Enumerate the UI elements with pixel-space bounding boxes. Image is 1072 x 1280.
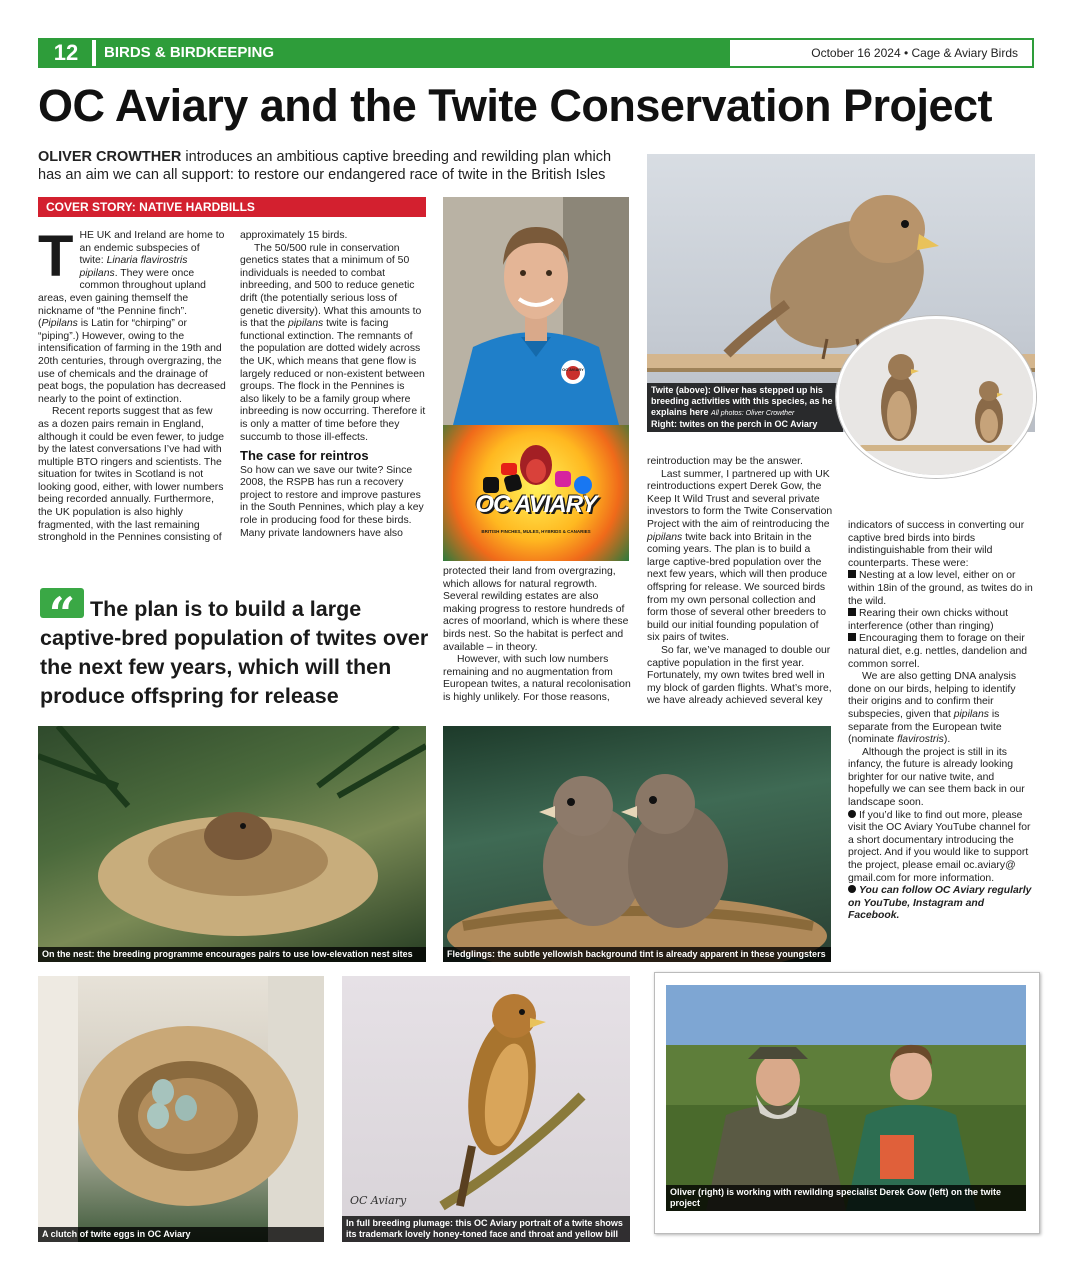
square-bullet-icon [848, 633, 856, 641]
eggs-illustration [38, 976, 324, 1242]
body-text: is separate from the European twite (nominate [848, 708, 1002, 746]
species-name: Linaria flavirostris pipilans [79, 255, 188, 279]
fledglings-illustration [443, 726, 831, 962]
body-paragraph: approximately 15 birds. [240, 230, 348, 241]
body-column-3 [443, 566, 631, 705]
species-name: Pipilans [41, 318, 78, 330]
pull-quote-text: The plan is to build a large captive-bred population of twites over the next few years, which will then produce offspring for release [40, 597, 429, 708]
info-paragraph [848, 810, 1036, 886]
nest-illustration [38, 726, 426, 962]
body-column-1 [38, 224, 226, 545]
follow-text: You can follow OC Aviary regularly on YouTube, Instagram and Facebook. [848, 885, 1032, 922]
square-bullet-icon [848, 570, 856, 578]
body-paragraph: Recent reports suggest that as few as a dozen pairs remain in England, although it could be even fewer, to judge by the latest conversations I’ve had with multiple BTO ringers and scientists. The situation for twites in Scotland is not looking good, either, with lower numbers being recorded annually. Furthermore, the UK population is also highly fragmented, with the last remaining stronghold in the Pennines consisting of [38, 406, 225, 544]
caption-text: Twite (above): Oliver has stepped up his breeding activities with this species, as he explains here [651, 385, 833, 417]
quote-icon: “ [40, 588, 84, 618]
issue-date: October 16 2024 • Cage & Aviary Birds [811, 46, 1018, 60]
body-paragraph: reintroduction may be the answer. [647, 456, 803, 467]
caption-text: Right: twites on the perch in OC Aviary [651, 419, 818, 429]
bullet-text: Nesting at a low level, either on or within 18in of the ground, as twites do in the wild. [848, 570, 1033, 607]
logo-text: OC AVIARY [475, 491, 597, 518]
body-paragraph: indicators of success in converting our captive bred birds into birds indistinguishable from their wild counterparts. These were: [848, 520, 1025, 569]
body-paragraph [647, 469, 833, 645]
body-column-2 [240, 230, 426, 540]
cover-story-tag: COVER STORY: NATIVE HARDBILLS [38, 197, 426, 217]
body-text: HE UK and Ireland are home to an endemic subspecies of twite: [79, 230, 225, 267]
fledglings-photo [443, 726, 831, 962]
drop-cap: T [38, 224, 74, 289]
species-name: pipilans [647, 531, 683, 543]
pull-quote [40, 588, 430, 711]
species-name: flavirostris [897, 734, 944, 746]
species-name: pipilans [953, 708, 989, 720]
section-title: BIRDS & BIRDKEEPING [96, 40, 730, 66]
page-header [38, 38, 1034, 68]
team-photo-frame [654, 972, 1040, 1234]
eggs-caption: A clutch of twite eggs in OC Aviary [38, 1227, 324, 1242]
standfirst-text: introduces an ambitious captive breeding and rewilding plan which has an aim we can all support: to restore our endangered race of twite in the British Isles [38, 149, 612, 183]
body-text: We are also getting DNA analysis done on our birds, helping to identify their origins and to confirm their subspecies, given that [848, 671, 1017, 720]
body-text: Last summer, I partnered up with UK reintroductions expert Derek Gow, the Keep It Wild Trust and several private investors to form the Twite Conservation Project with the aim of reintroducing the [647, 468, 833, 530]
portrait-illustration [443, 197, 629, 425]
headline: OC Aviary and the Twite Conservation Project [38, 80, 993, 131]
body-paragraph [848, 671, 1036, 747]
round-bullet-icon [848, 885, 856, 893]
team-illustration [666, 985, 1026, 1211]
follow-paragraph [848, 885, 1036, 923]
body-text: ). [943, 734, 951, 746]
page-number: 12 [40, 40, 92, 66]
nest-photo [38, 726, 426, 962]
body-paragraph: So how can we save our twite? Since 2008, the RSPB has run a recovery project to restore and improve pastures in the South Pennines, which play a key role in producing food for these birds. Many private landowners have also [240, 464, 424, 539]
standfirst [38, 148, 628, 184]
nest-caption: On the nest: the breeding programme encourages pairs to use low-elevation nest sites [38, 947, 426, 962]
fledglings-caption: Fledglings: the subtle yellowish background tint is already apparent in these youngsters [443, 947, 831, 962]
oc-aviary-logo [443, 425, 629, 561]
team-caption: Oliver (right) is working with rewilding specialist Derek Gow (left) on the twite project [666, 1185, 1026, 1211]
body-column-4 [647, 456, 833, 708]
body-text: twite back into Britain in the coming years. The plan is to build a large captive-bred population over the next few years, which will then produce offspring for release. We sourced birds from my own personal collection and form those of several other breeders to build our initial founding population of six pairs of twites. [647, 531, 828, 644]
bullet-item [848, 608, 1036, 633]
photo-credit: All photos: Oliver Crowther [711, 410, 795, 417]
shirt-badge: OC AVIARY [562, 367, 584, 372]
team-photo [666, 985, 1026, 1211]
logo-subtitle: BRITISH FINCHES, MULES, HYBRIDS & CANARIES [481, 529, 591, 534]
round-bullet-icon [848, 810, 856, 818]
bullet-text: Encouraging them to forage on their natural diet, e.g. nettles, dandelion and common sorrel. [848, 633, 1028, 670]
body-text: The 50/500 rule in conservation genetics states that a minimum of 50 individuals is needed to combat inbreeding, and 500 to reduce genetic drift (the potentially serious loss of genetic diversity). What this amounts to is that the [240, 242, 422, 330]
bullet-item [848, 570, 1036, 608]
author-portrait-photo [443, 197, 629, 425]
body-paragraph: So far, we’ve managed to double our captive population in the first year. Fortunately, my own twites bred well in my block of garden flights. What’s more, we have already achieved several key [647, 644, 832, 707]
body-paragraph: However, with such low numbers remaining and no augmentation from European twites, a natural recolonisation is highly unlikely. For those reasons, [443, 654, 631, 703]
twites-on-perch-inset [836, 316, 1036, 478]
twites-pair-illustration [839, 319, 1036, 478]
breeding-plumage-photo [342, 976, 630, 1242]
bullet-item [848, 633, 1036, 671]
author-name: OLIVER CROWTHER [38, 149, 182, 165]
twite-caption [647, 383, 843, 432]
body-column-5 [848, 520, 1036, 923]
eggs-photo [38, 976, 324, 1242]
body-text: . They were once common throughout upland areas, even gaining themself the nickname of “the Pennine finch”. ( [38, 267, 206, 330]
bullet-text: Rearing their own chicks without interference (other than ringing) [848, 608, 1009, 632]
body-paragraph: Although the project is still in its infancy, the future is already looking brighter for our native twite, and hopefully we can see them back in our landscape soon. [848, 746, 1025, 809]
body-text: twite is facing functional extinction. The remnants of the population are dotted widely across the UK, which means that gene flow is largely reduced or non-existent between groups. The flock in the Pennines is also likely to be a family group where inbreeding is now occurring. Therefore it is only a matter of time before they succumb to those ill-effects. [240, 318, 426, 443]
square-bullet-icon [848, 608, 856, 616]
body-paragraph [240, 243, 426, 445]
body-paragraph: protected their land from overgrazing, which allows for natural regrowth. Several rewilding estates are also making progress to restore hundreds of acres of moorland, which is where these birds nest. So the habitat is perfect and available – in theory. [443, 566, 629, 653]
body-text: If you’d like to find out more, please visit the OC Aviary YouTube channel for a short documentary introducing the project. And if you would like to support the project, please email oc.aviary@ gmail.com for more information. [848, 809, 1031, 884]
species-name: pipilans [287, 318, 324, 330]
plumage-caption: In full breeding plumage: this OC Aviary portrait of a twite shows its trademark lovely honey-toned face and throat and yellow bill [342, 1216, 630, 1242]
signature: OC Aviary [350, 1194, 407, 1207]
body-text: is Latin for “chirping” or “piping”.) However, owing to the intensification of farming in the 19th and 20th centuries, through overgrazing, the use of chemicals and the drainage of peat bogs, the population has decreased nearly to the point of extinction. [38, 318, 226, 405]
subheading: The case for reintros [240, 448, 369, 464]
